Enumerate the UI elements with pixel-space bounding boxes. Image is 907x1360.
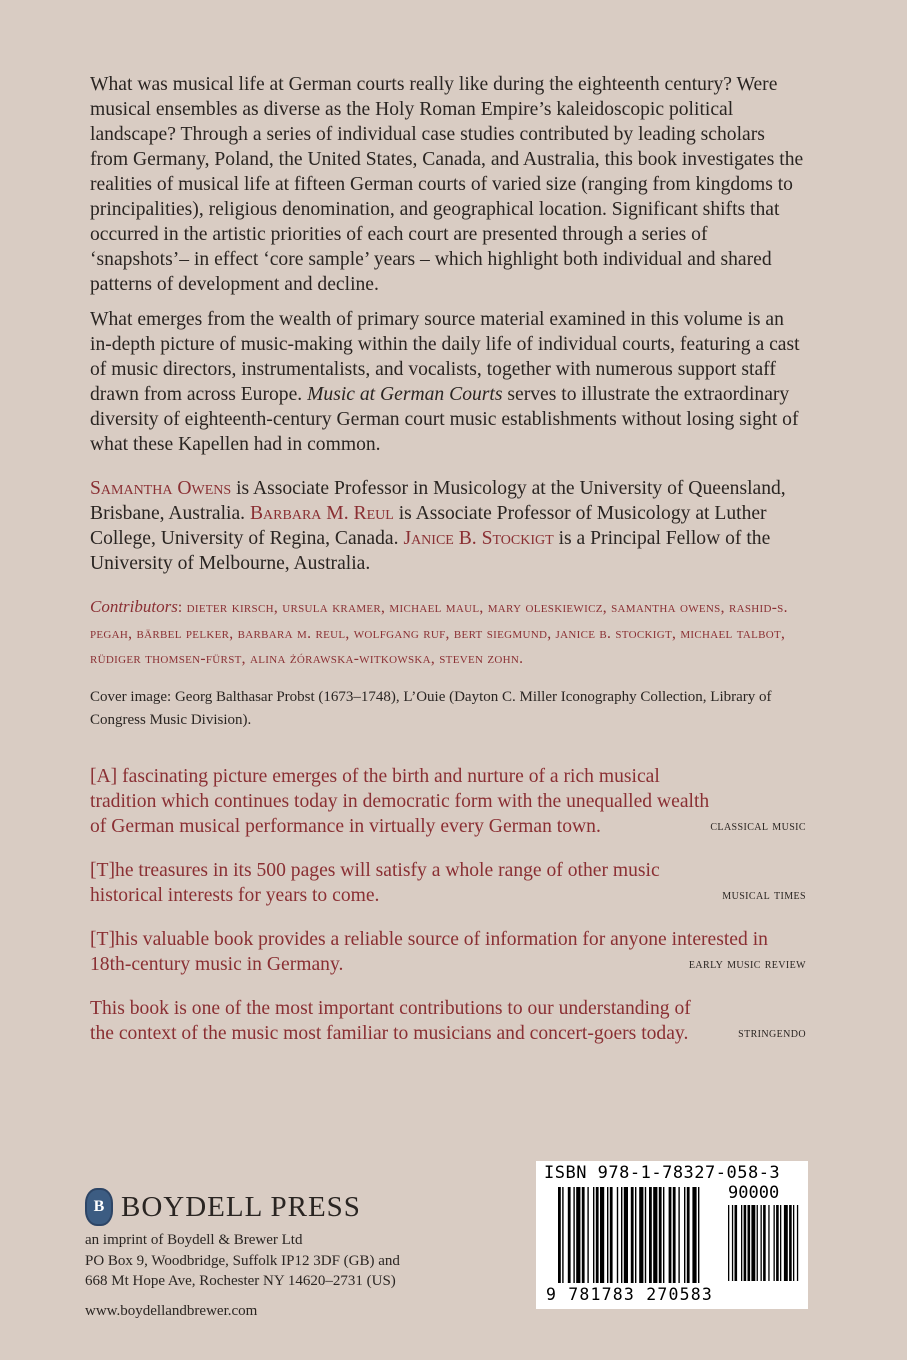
barcode-bar xyxy=(631,1187,634,1283)
publisher-header xyxy=(85,1188,400,1226)
barcode-bar xyxy=(558,1187,561,1283)
barcode-bar xyxy=(748,1205,751,1281)
author-bios xyxy=(90,476,806,576)
barcode-bar xyxy=(763,1205,766,1281)
barcode-bar xyxy=(639,1187,643,1283)
barcode-bar xyxy=(610,1187,613,1283)
barcode-bar xyxy=(649,1187,652,1283)
barcode-bar xyxy=(573,1187,574,1283)
author-name-owens: Samantha Owens xyxy=(90,478,232,499)
barcode-bar xyxy=(673,1187,676,1283)
barcode-bar xyxy=(684,1187,685,1283)
ean-digits: 9 781783 270583 xyxy=(546,1285,714,1304)
description-paragraph-2 xyxy=(90,307,806,457)
publisher-address-us: 668 Mt Hope Ave, Rochester NY 14620–2731 (US) xyxy=(85,1273,396,1289)
barcode-bar xyxy=(687,1187,690,1283)
review-quote xyxy=(90,858,806,908)
barcode-bar xyxy=(780,1205,781,1281)
para2-text-a: What emerges from the wealth of primary source material examined in this volume is an in-depth picture of music-making within the daily life of individual courts, featuring a cast of music directors, instrumentalists, and vocalists, together with numerous support staff drawn from across Europe. xyxy=(90,309,800,405)
barcode-bar xyxy=(698,1187,699,1283)
barcode-bar xyxy=(678,1187,679,1283)
review-quote-text: [A] fascinating picture emerges of the birth and nurture of a rich musical tradition which continues today in democratic form with the unequalled wealth of German musical performance in virtually every German town. xyxy=(90,765,710,837)
barcode-bar xyxy=(607,1187,608,1283)
review-quote xyxy=(90,764,806,839)
barcode-bar xyxy=(741,1205,742,1281)
description-paragraph-1: What was musical life at German courts really like during the eighteenth century? Were musical ensembles as diverse as the Holy Roman Empire’s kaleidoscopic political landscape? Through a series of individual case studies contributed by leading scholars from Germany, Poland, the United States, Canada, and Australia, this book investigates the realities of musical life at fifteen German courts of varied size (ranging from kingdoms to principalities), religious denomination, and geographical location. Significant shifts that occurred in the artistic priorities of each court are presented through a series of ‘snapshots’– in effect ‘core sample’ years – which highlight both individual and shared patterns of development and decline. xyxy=(90,74,804,295)
barcode-bar xyxy=(735,1205,738,1281)
author-bio-reul: is Associate Professor of Musicology at Luther College, University of Regina, Canada. xyxy=(90,503,767,549)
barcode-bar xyxy=(593,1187,594,1283)
barcode-bar xyxy=(617,1187,618,1283)
review-source: musical times xyxy=(722,887,806,903)
barcode-bar xyxy=(624,1187,628,1283)
contributors-list xyxy=(90,594,806,672)
publisher-address-uk: PO Box 9, Woodbridge, Suffolk IP12 3DF (GB) and xyxy=(85,1252,400,1269)
barcode-bar xyxy=(600,1187,604,1283)
barcode-bar xyxy=(645,1187,646,1283)
barcode-bar xyxy=(768,1205,769,1281)
barcode-bar xyxy=(692,1187,696,1283)
barcode-bar xyxy=(582,1187,585,1283)
back-cover-content xyxy=(90,72,806,1065)
barcode-bar xyxy=(751,1205,755,1281)
barcode-bar xyxy=(789,1205,792,1281)
publisher-address xyxy=(85,1230,400,1292)
barcode-bar xyxy=(793,1205,794,1281)
barcode-bar xyxy=(596,1187,599,1283)
barcode-bar xyxy=(776,1205,779,1281)
price-code: 90000 xyxy=(728,1183,780,1203)
barcode-bar xyxy=(587,1187,588,1283)
author-name-stockigt: Janice B. Stockigt xyxy=(403,528,554,549)
publisher-website: www.boydellandbrewer.com xyxy=(85,1302,258,1319)
author-bio-owens: is Associate Professor in Musicology at the University of Queensland, Brisbane, Australia. xyxy=(90,478,786,524)
contributors-names: : dieter kirsch, ursula kramer, michael maul, mary oleskiewicz, samantha owens, rashid-s. pegah, bärbel pelker, barbara m. reul, wolfgang ruf, bert siegmund, janice b. stockigt, michael talbot, rüdiger thomsen-fürst, alina żórawska-witkowska, steven zohn. xyxy=(90,599,788,667)
barcode-bar xyxy=(784,1205,788,1281)
review-source: classical music xyxy=(710,818,806,834)
review-quote xyxy=(90,927,806,977)
publisher-imprint-line: an imprint of Boydell & Brewer Ltd xyxy=(85,1232,303,1248)
isbn-barcode xyxy=(536,1161,808,1309)
review-quote-text: [T]his valuable book provides a reliable source of information for anyone interested in 18th-century music in Germany. xyxy=(90,928,768,975)
review-source: early music review xyxy=(688,956,806,972)
author-bio-stockigt: is a Principal Fellow of the University of Melbourne, Australia. xyxy=(90,528,771,574)
review-quote-text: This book is one of the most important contributions to our understanding of the context of the music most familiar to musicians and concert-goers today. xyxy=(90,997,691,1044)
barcode-bar xyxy=(774,1205,775,1281)
barcode-bar xyxy=(576,1187,580,1283)
review-source: stringendo xyxy=(738,1025,806,1041)
barcode-bar xyxy=(669,1187,672,1283)
isbn-label: ISBN 978-1-78327-058-3 xyxy=(544,1163,781,1183)
barcode-bar xyxy=(757,1205,758,1281)
barcode-bar xyxy=(621,1187,622,1283)
barcode-bar xyxy=(635,1187,636,1283)
barcode-bar xyxy=(659,1187,662,1283)
review-quote-text: [T]he treasures in its 500 pages will satisfy a whole range of other music historical interests for years to come. xyxy=(90,859,660,906)
author-name-reul: Barbara M. Reul xyxy=(249,503,394,524)
review-quote xyxy=(90,996,806,1046)
barcode-bar xyxy=(568,1187,571,1283)
barcode-bar xyxy=(663,1187,664,1283)
barcode-bar xyxy=(744,1205,747,1281)
contributors-label: Contributors xyxy=(90,597,178,616)
barcode-bar xyxy=(653,1187,657,1283)
book-title-italic: Music at German Courts xyxy=(307,384,503,405)
publisher-logo-icon: B xyxy=(85,1188,113,1226)
barcode-bar xyxy=(562,1187,563,1283)
barcode-bar xyxy=(797,1205,798,1281)
barcode-bar xyxy=(761,1205,762,1281)
barcode-bar xyxy=(732,1205,733,1281)
para2-text-b: serves to illustrate the extraordinary diversity of eighteenth-century German court music establishments without losing sight of what these Kapellen had in common. xyxy=(90,384,799,455)
publisher-block xyxy=(85,1188,400,1320)
cover-image-credit: Cover image: Georg Balthasar Probst (1673–1748), L’Ouie (Dayton C. Miller Iconography Collection, Library of Congress Music Division). xyxy=(90,688,772,728)
barcode-bar xyxy=(728,1205,729,1281)
publisher-name: BOYDELL PRESS xyxy=(121,1190,361,1223)
